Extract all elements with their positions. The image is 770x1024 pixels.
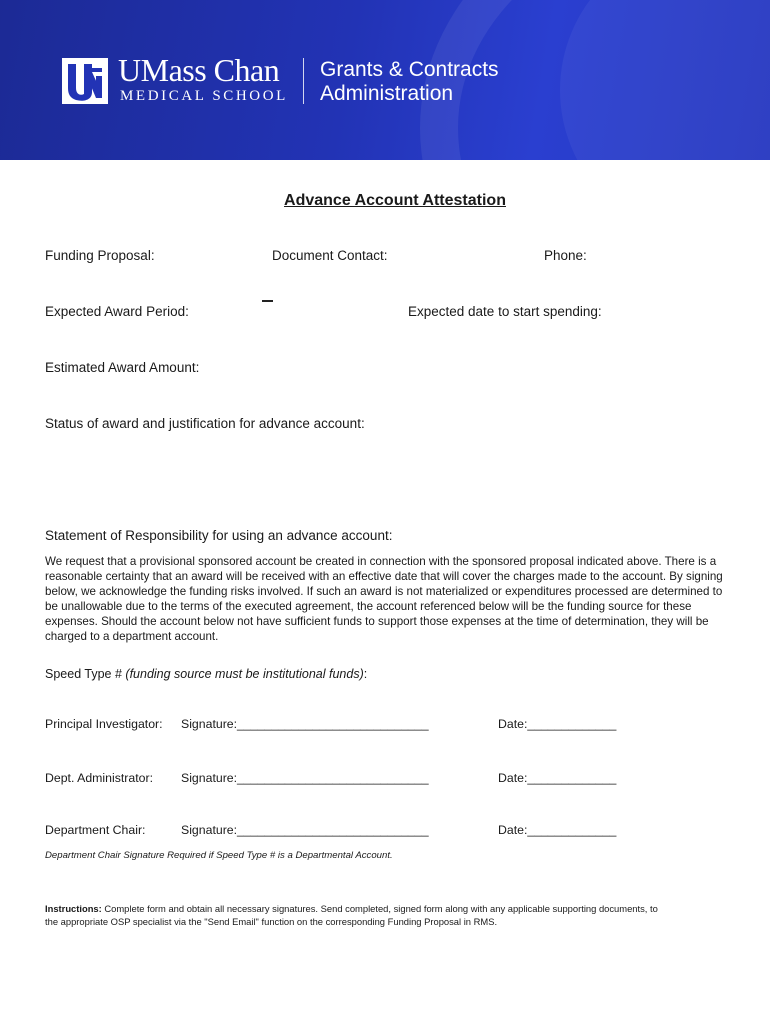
- document-contact-field[interactable]: Document Contact:: [272, 248, 388, 263]
- signature-row-dept-admin: [45, 771, 745, 789]
- instructions-text: Complete form and obtain all necessary signatures. Send completed, signed form along with any applicable supporting documents, to the appropriate OSP specialist via the "Send Email" function on the corresponding Funding Proposal in RMS.: [45, 903, 658, 927]
- brand-divider: [303, 58, 304, 104]
- date-line[interactable]: Date:_____________: [498, 771, 617, 785]
- status-justification-field[interactable]: Status of award and justification for advance account:: [45, 416, 365, 431]
- chair-signature-note: Department Chair Signature Required if Speed Type # is a Departmental Account.: [45, 850, 393, 861]
- signature-row-dept-chair: [45, 823, 745, 841]
- department-name-line2: Administration: [320, 82, 454, 105]
- instructions: [45, 902, 665, 928]
- signature-line[interactable]: Signature:____________________________: [181, 717, 429, 731]
- estimated-award-amount-field[interactable]: Estimated Award Amount:: [45, 360, 200, 375]
- umass-shield-logo-icon: [62, 58, 108, 104]
- statement-body: We request that a provisional sponsored account be created in connection with the sponsored proposal indicated above. There is a reasonable certainty that an award will be received with an effective date that will cover the charges made to the account. By signing below, we acknowledge the funding risks involved. If such an award is not materialized or expenditures processed are determined to be unallowable due to the terms of the executed agreement, the account referenced below will be the funding source for these expenses. Should the account below not have sufficient funds to support those expenses at the time of determination, they will be charged to a department account.: [45, 555, 723, 643]
- speed-type-field[interactable]: [45, 667, 367, 681]
- speed-type-colon: :: [363, 667, 368, 681]
- signature-row-pi: [45, 717, 745, 735]
- expected-start-spending-field[interactable]: Expected date to start spending:: [408, 304, 602, 319]
- banner-decoration: [560, 0, 770, 160]
- funding-proposal-field[interactable]: Funding Proposal:: [45, 248, 155, 263]
- brand-name: UMass Chan: [118, 52, 280, 88]
- speed-type-label: Speed Type #: [45, 667, 122, 681]
- date-line[interactable]: Date:_____________: [498, 717, 617, 731]
- form-title: Advance Account Attestation: [284, 192, 506, 209]
- signature-line[interactable]: Signature:____________________________: [181, 823, 429, 837]
- signer-role: Department Chair:: [45, 823, 146, 837]
- signer-role: Dept. Administrator:: [45, 771, 153, 785]
- signer-role: Principal Investigator:: [45, 717, 163, 731]
- date-range-dash: [262, 300, 273, 302]
- date-line[interactable]: Date:_____________: [498, 823, 617, 837]
- speed-type-note: (funding source must be institutional funds): [125, 667, 364, 681]
- phone-field[interactable]: Phone:: [544, 248, 587, 263]
- department-name-line1: Grants & Contracts: [320, 58, 499, 81]
- instructions-label: Instructions:: [45, 903, 102, 914]
- signature-line[interactable]: Signature:____________________________: [181, 771, 429, 785]
- statement-heading: Statement of Responsibility for using an advance account:: [45, 528, 393, 543]
- header-banner: [0, 0, 770, 160]
- expected-award-period-field[interactable]: Expected Award Period:: [45, 304, 189, 319]
- brand-subtitle: MEDICAL SCHOOL: [120, 88, 288, 104]
